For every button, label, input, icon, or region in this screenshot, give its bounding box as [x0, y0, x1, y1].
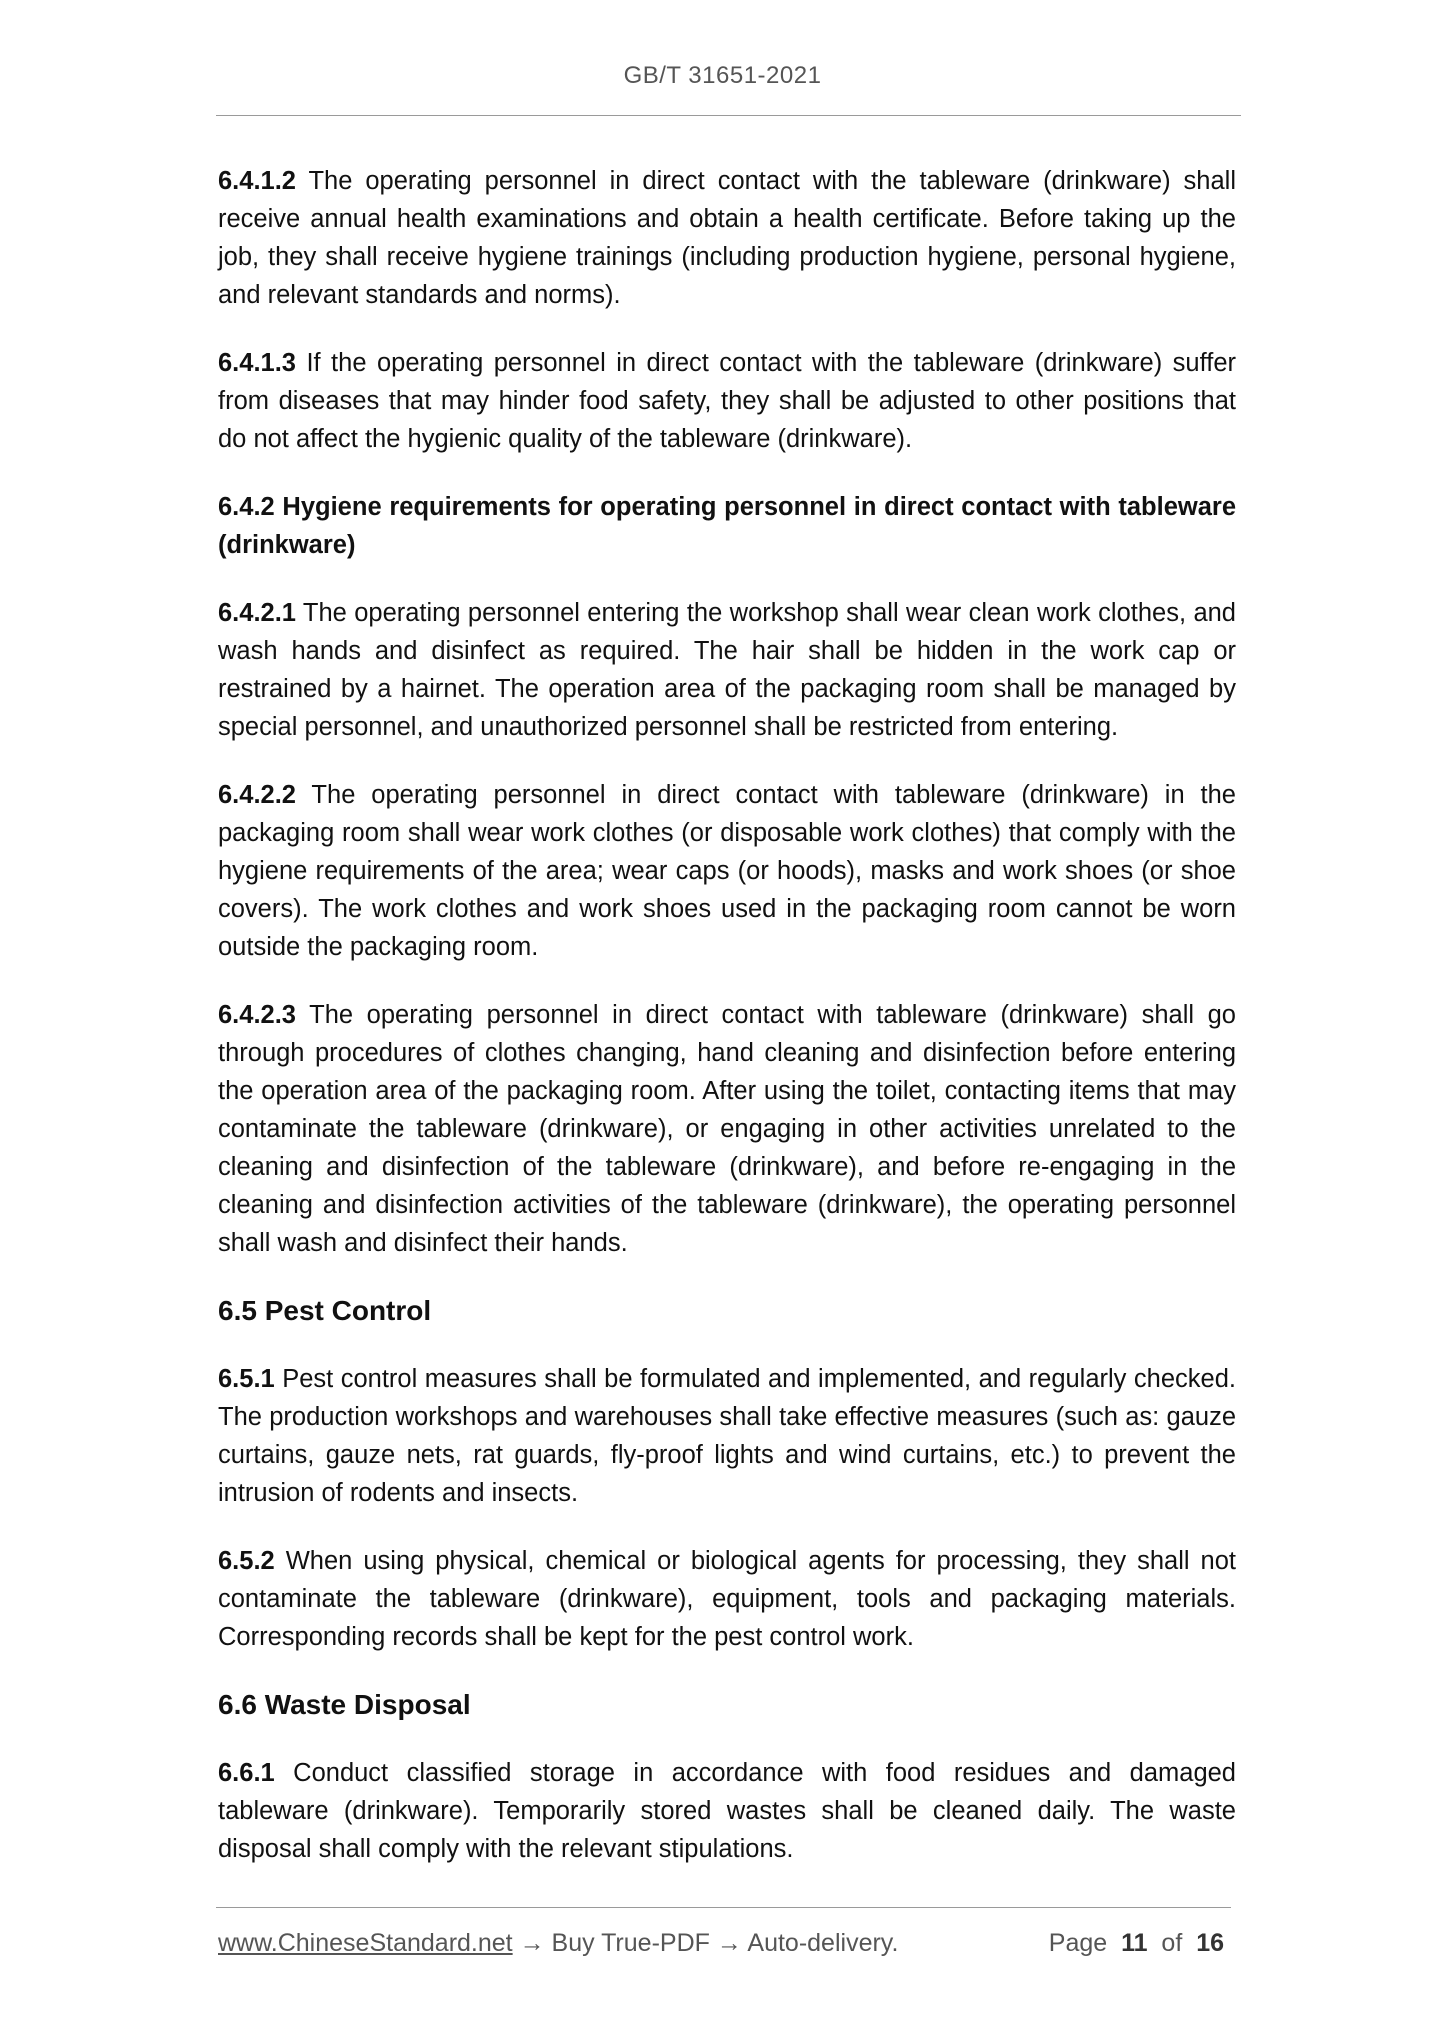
clause-number: 6.4.1.2	[218, 167, 296, 195]
page-label: Page	[1048, 1929, 1108, 1957]
clause-text: The operating personnel in direct contact with tableware (drinkware) in the packaging room shall wear work clothes (or disposable work clothes) that comply with the hygiene requirements of the area; wear caps (or hoods), masks and work shoes (or shoe covers). The work clothes and work shoes used in the packaging room cannot be worn outside the packaging room.	[218, 781, 1236, 961]
clause-6-5-1	[218, 1360, 1236, 1512]
document-id-header: GB/T 31651-2021	[623, 62, 822, 89]
subsection-heading-6-4-2: 6.4.2 Hygiene requirements for operating personnel in direct contact with tableware (drinkware)	[218, 493, 1236, 559]
clause-6-6-1	[218, 1754, 1236, 1868]
clause-6-4-1-2	[218, 162, 1236, 314]
page-number: 11	[1121, 1929, 1148, 1957]
clause-number: 6.4.2.1	[218, 599, 296, 627]
clause-text: The operating personnel entering the workshop shall wear clean work clothes, and wash hands and disinfect as required. The hair shall be hidden in the work cap or restrained by a hairnet. The operation area of the packaging room shall be managed by special personnel, and unauthorized personnel shall be restricted from entering.	[218, 599, 1236, 741]
website-link[interactable]: www.ChineseStandard.net	[218, 1929, 513, 1957]
clause-6-4-2-2	[218, 776, 1236, 966]
page-indicator	[1049, 1925, 1224, 1961]
clause-6-4-2-3	[218, 996, 1236, 1262]
page-footer	[218, 1925, 1236, 1961]
clause-text: When using physical, chemical or biological agents for processing, they shall not contaminate the tableware (drinkware), equipment, tools and packaging materials. Corresponding records shall be kept for the pest control work.	[218, 1547, 1236, 1651]
clause-number: 6.4.2.3	[218, 1001, 296, 1029]
footer-promo-text: → Buy True-PDF → Auto-delivery.	[512, 1929, 899, 1957]
clause-text: Pest control measures shall be formulated and implemented, and regularly checked. The production workshops and warehouses shall take effective measures (such as: gauze curtains, gauze nets, rat guards, fly-proof lights and wind curtains, etc.) to prevent the intrusion of rodents and insects.	[218, 1365, 1236, 1507]
clause-6-4-1-3	[218, 344, 1236, 458]
clause-number: 6.4.1.3	[218, 349, 296, 377]
clause-text: Conduct classified storage in accordance with food residues and damaged tableware (drinkware). Temporarily stored wastes shall be cleaned daily. The waste disposal shall comply with the relevant stipulations.	[218, 1759, 1236, 1863]
clause-text: The operating personnel in direct contact with tableware (drinkware) shall go through procedures of clothes changing, hand cleaning and disinfection before entering the operation area of the packaging room. After using the toilet, contacting items that may contaminate the tableware (drinkware), or engaging in other activities unrelated to the cleaning and disinfection of the tableware (drinkware), and before re-engaging in the cleaning and disinfection activities of the tableware (drinkware), the operating personnel shall wash and disinfect their hands.	[218, 1001, 1236, 1257]
clause-6-4-2-1	[218, 594, 1236, 746]
clause-number: 6.6.1	[218, 1759, 275, 1787]
section-heading-6-6: 6.6 Waste Disposal	[218, 1689, 471, 1720]
clause-text: If the operating personnel in direct contact with the tableware (drinkware) suffer from diseases that may hinder food safety, they shall be adjusted to other positions that do not affect the hygienic quality of the tableware (drinkware).	[218, 349, 1236, 453]
document-body	[218, 162, 1236, 1898]
footer-divider	[216, 1907, 1231, 1908]
of-label: of	[1161, 1929, 1183, 1957]
clause-number: 6.4.2.2	[218, 781, 296, 809]
header-divider	[216, 115, 1241, 116]
page-total: 16	[1196, 1929, 1224, 1957]
clause-text: The operating personnel in direct contact with the tableware (drinkware) shall receive annual health examinations and obtain a health certificate. Before taking up the job, they shall receive hygiene trainings (including production hygiene, personal hygiene, and relevant standards and norms).	[218, 167, 1236, 309]
clause-number: 6.5.2	[218, 1547, 275, 1575]
clause-number: 6.5.1	[218, 1365, 275, 1393]
clause-6-5-2	[218, 1542, 1236, 1656]
section-heading-6-5: 6.5 Pest Control	[218, 1295, 432, 1326]
